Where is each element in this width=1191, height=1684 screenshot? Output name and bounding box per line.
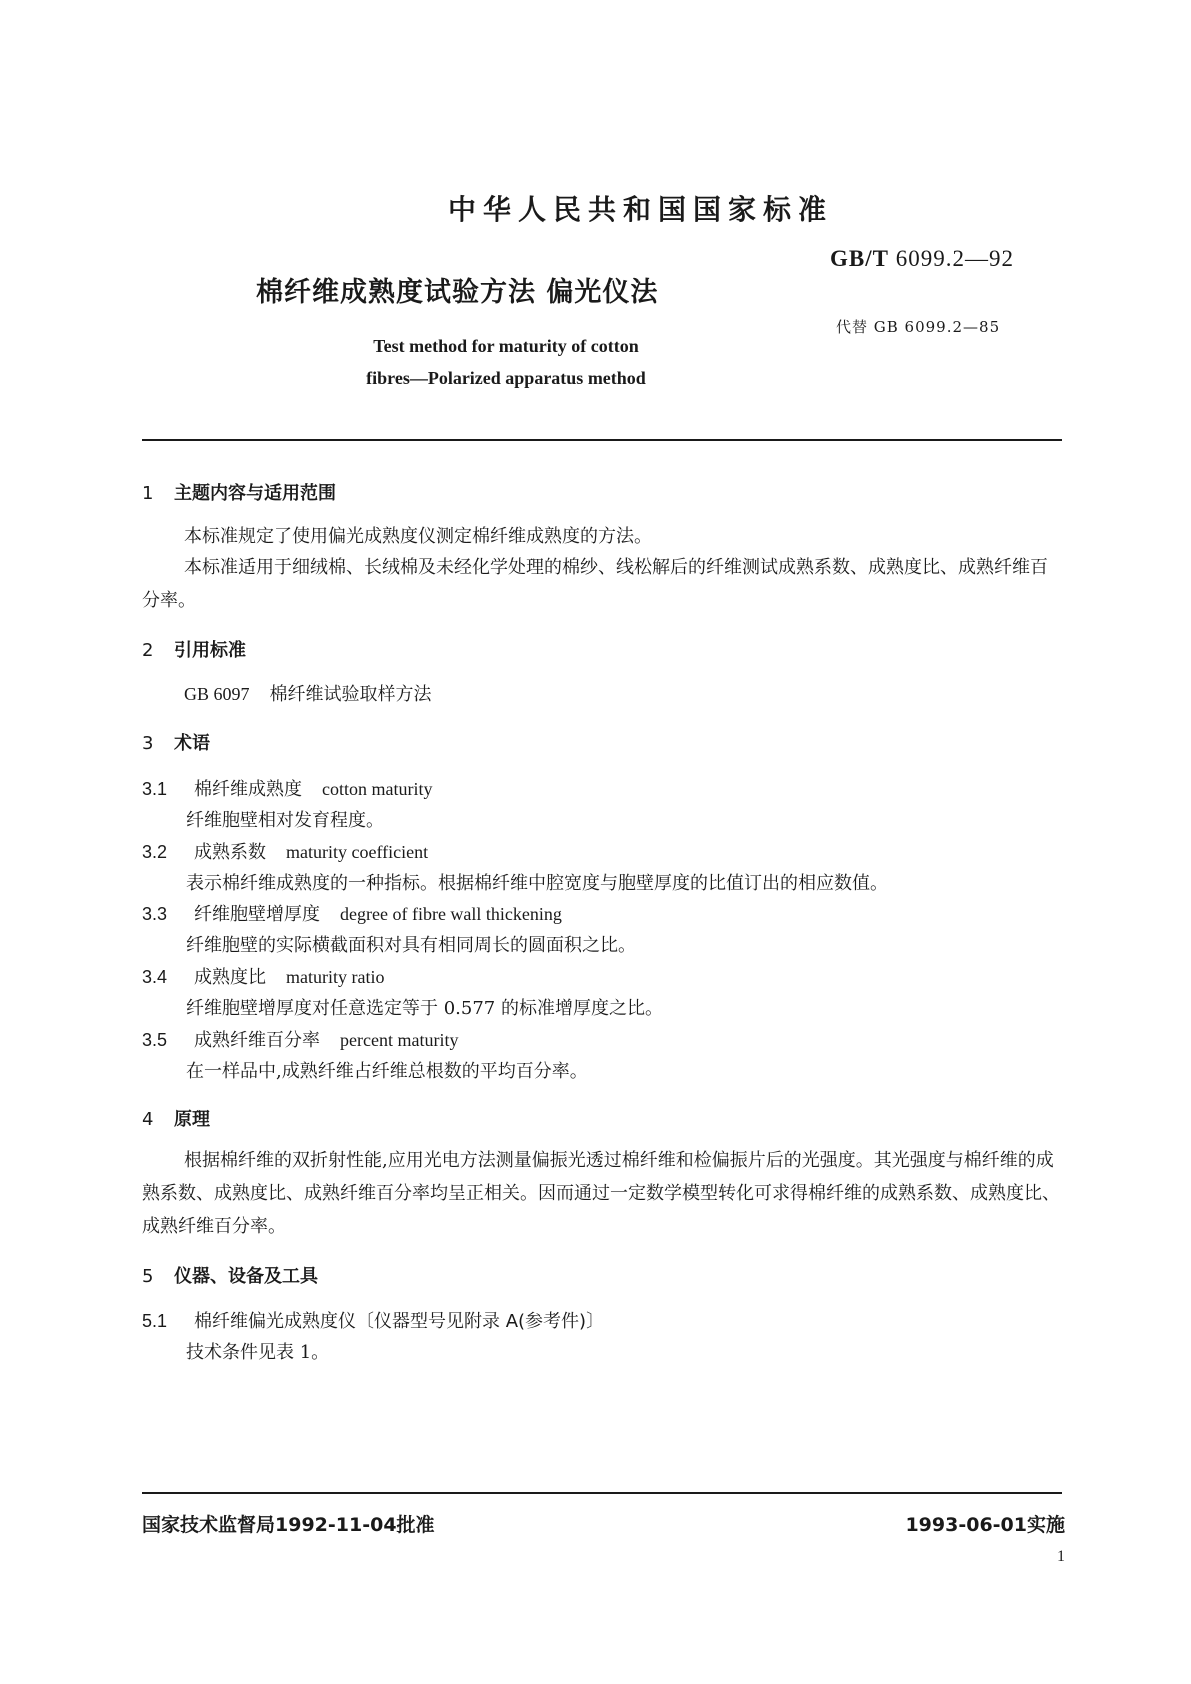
footer-divider: [142, 1492, 1062, 1494]
section-title: 主题内容与适用范围: [174, 483, 336, 504]
approval-date: 国家技术监督局1992-11-04批准: [142, 1514, 435, 1536]
document-title-en-line1: Test method for maturity of cotton: [373, 336, 639, 356]
term-3-3: [142, 900, 562, 926]
section-number: 2: [142, 640, 154, 661]
standard-code: [830, 246, 1014, 272]
term-3-5: [142, 1026, 458, 1052]
term-number: 3.4: [142, 967, 168, 987]
term-name-cn: 成熟纤维百分率: [194, 1030, 320, 1051]
standard-number: 6099.2—92: [895, 246, 1014, 271]
reference-title: 棉纤维试验取样方法: [269, 684, 432, 705]
term-3-2: [142, 838, 428, 864]
section-1-paragraph-2: [142, 551, 1062, 617]
reference-code: GB 6097: [184, 684, 250, 704]
section-number: 3: [142, 733, 154, 754]
section-1-paragraph-1: [142, 520, 1062, 553]
section-title: 术语: [174, 733, 210, 754]
section-title: 引用标准: [174, 640, 246, 661]
section-4-heading: [142, 1105, 210, 1131]
section-number: 4: [142, 1109, 154, 1130]
term-3-5-definition: 在一样品中,成熟纤维占纤维总根数的平均百分率。: [186, 1061, 588, 1082]
term-3-4: [142, 963, 384, 989]
term-3-1: [142, 775, 432, 801]
paragraph-text: 根据棉纤维的双折射性能,应用光电方法测量偏振光透过棉纤维和检偏振片后的光强度。其光强度与棉纤维的成熟系数、成熟度比、成熟纤维百分率均呈正相关。因而通过一定数学模型转化可求得棉纤维的成熟系数、成熟度比、成熟纤维百分率。: [142, 1150, 1060, 1237]
clause-5-1-note: 技术条件见表 1。: [186, 1342, 330, 1363]
term-3-1-definition: 纤维胞壁相对发育程度。: [186, 810, 384, 831]
term-name-en: percent maturity: [340, 1030, 459, 1050]
term-3-4-definition: 纤维胞壁增厚度对任意选定等于 0.577 的标准增厚度之比。: [186, 998, 663, 1019]
term-3-3-definition: 纤维胞壁的实际横截面积对具有相同周长的圆面积之比。: [186, 935, 636, 956]
paragraph-text: 本标准适用于细绒棉、长绒棉及未经化学处理的棉纱、线松解后的纤维测试成熟系数、成熟度比、成熟纤维百分率。: [142, 557, 1048, 611]
section-title: 仪器、设备及工具: [174, 1266, 318, 1287]
term-name-en: maturity ratio: [286, 967, 385, 987]
term-name-en: degree of fibre wall thickening: [340, 904, 562, 924]
document-title-en-line2: fibres—Polarized apparatus method: [366, 368, 646, 388]
term-number: 3.2: [142, 842, 168, 862]
term-3-2-definition: 表示棉纤维成熟度的一种指标。根据棉纤维中腔宽度与胞壁厚度的比值订出的相应数值。: [186, 873, 888, 894]
clause-number: 5.1: [142, 1311, 168, 1331]
section-1-heading: [142, 479, 336, 505]
clause-5-1: [142, 1307, 604, 1333]
section-5-heading: [142, 1262, 318, 1288]
document-title-cn: 棉纤维成熟度试验方法 偏光仪法: [256, 277, 659, 308]
effective-date: 1993-06-01实施: [905, 1514, 1065, 1536]
term-number: 3.3: [142, 904, 168, 924]
national-standard-title: 中华人民共和国国家标准: [447, 193, 833, 226]
term-number: 3.5: [142, 1030, 168, 1050]
term-name-cn: 成熟系数: [194, 842, 266, 863]
normative-reference: [184, 680, 432, 706]
section-title: 原理: [174, 1109, 210, 1130]
header-divider: [142, 439, 1062, 441]
section-3-heading: [142, 729, 210, 755]
page-number: 1: [1057, 1548, 1065, 1565]
standard-prefix: GB/T: [830, 246, 889, 271]
section-number: 5: [142, 1266, 154, 1287]
term-name-en: maturity coefficient: [286, 842, 429, 862]
term-name-cn: 棉纤维成熟度: [194, 779, 302, 800]
term-name-cn: 纤维胞壁增厚度: [194, 904, 320, 925]
section-2-heading: [142, 636, 246, 662]
section-number: 1: [142, 483, 154, 504]
replaces-standard: 代替 GB 6099.2—85: [836, 318, 1001, 336]
section-4-paragraph: [142, 1144, 1062, 1243]
paragraph-text: 本标准规定了使用偏光成熟度仪测定棉纤维成熟度的方法。: [184, 526, 652, 547]
clause-text: 棉纤维偏光成熟度仪〔仪器型号见附录 A(参考件)〕: [194, 1311, 605, 1332]
term-name-en: cotton maturity: [322, 779, 433, 799]
term-number: 3.1: [142, 779, 168, 799]
term-name-cn: 成熟度比: [194, 967, 266, 988]
